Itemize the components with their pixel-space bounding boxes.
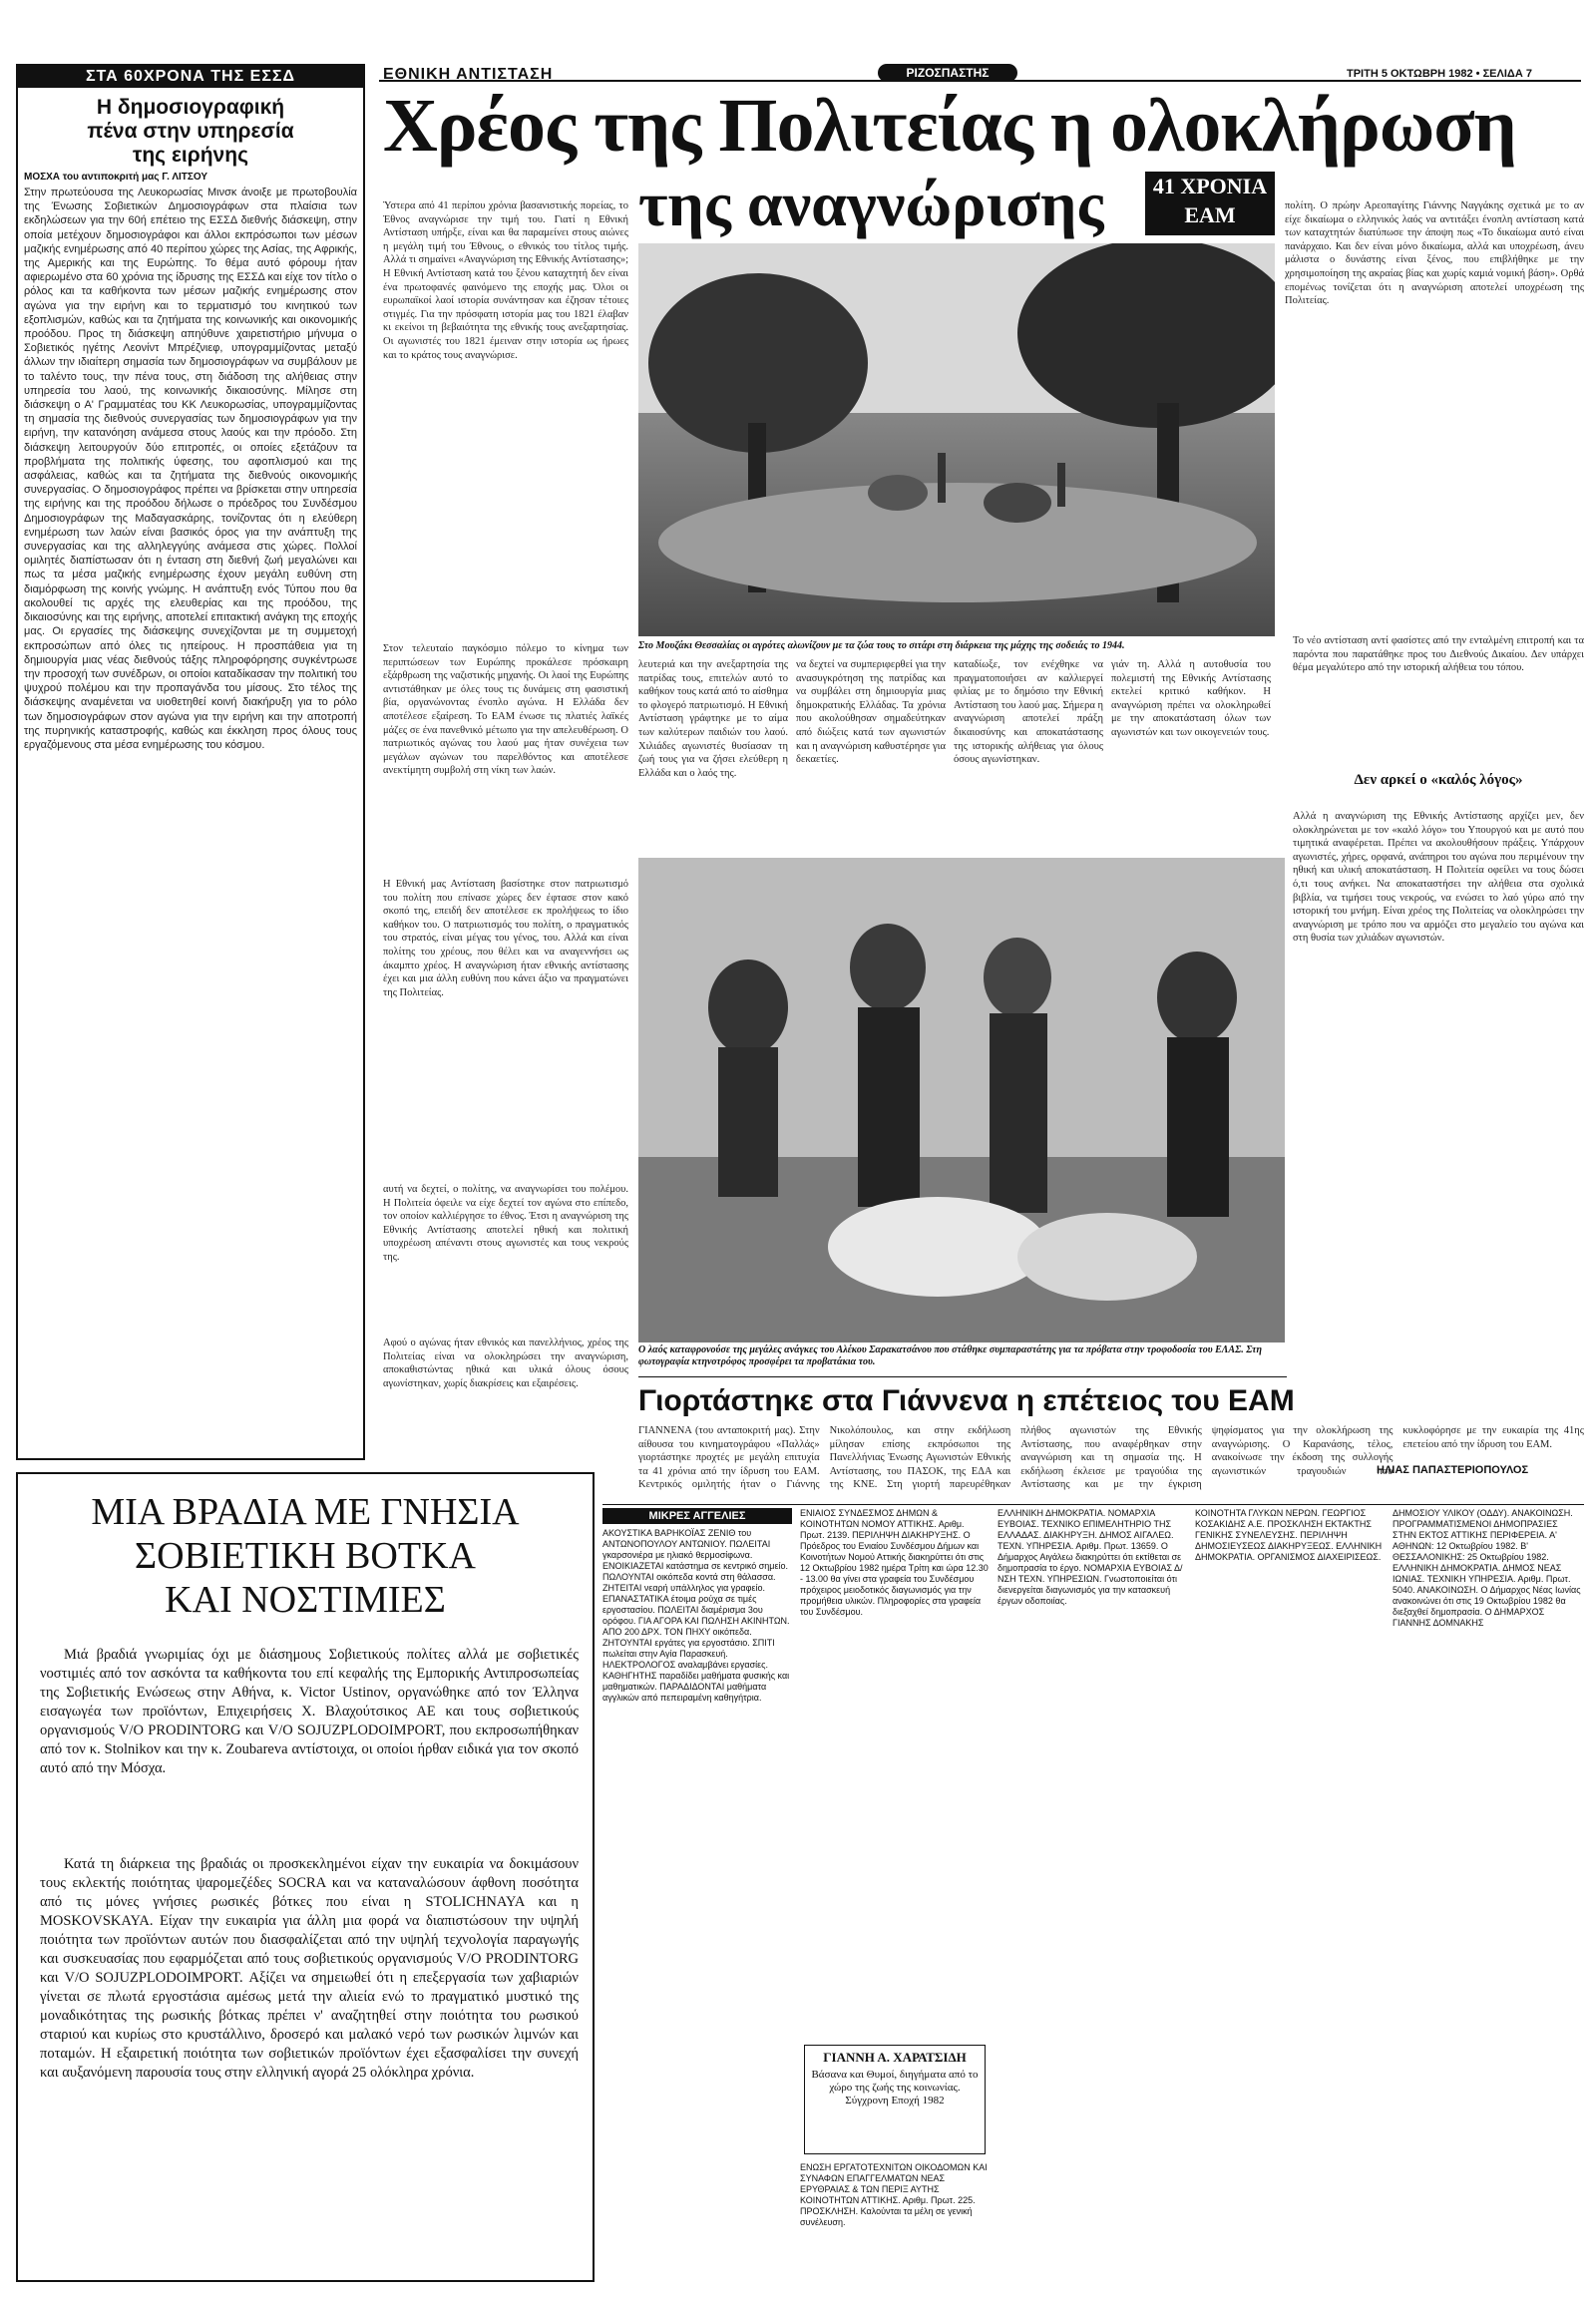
book-ad-text: Βάσανα και Θυμοί, διηγήματα από το χώρο της ζωής της κοινωνίας. Σύγχρονη Εποχή 1982 xyxy=(811,2069,979,2106)
left-headline-2: πένα στην υπηρεσία xyxy=(87,120,294,143)
harvest-photo xyxy=(638,243,1275,636)
vodka-ad-para2: Κατά τη διάρκεια της βραδιάς οι προσκεκλημένοι είχαν την ευκαιρία να δοκιμάσουν τους εκλεκτής ποιότητας ψαρομεζέδες SOCRA και να καταναλώσουν άφθονη ποσότητα από τις μόνες γνήσιες ρωσικές βότκες που είναι η STOLICHNAYA και η MOSKOVSKAYA. Είχαν την ευκαιρία για άλλη μια φορά να διαπιστώσουν την υψηλή ποιότητα των προϊόντων αυτών που διασφαλίζεται από την υψηλή τεχνολογία παραγωγής και συσκευασίας που εφαρμόζεται από τους σοβιετικούς οργανισμούς V/O PRODINTORG και V/O SOJUZPLODOIMPORT. Αξίζει να σημειωθεί ότι η επεξεργασία των χαβιαριών γίνεται σε πλωτά εργοστάσια αμέσως μετά την αλιεία ενώ το πραγματικό μυστικό της μοναδικότητας της ρωσικής βότκας πρέπει ν' αναζητηθεί στην ποιότητα του ρωσικού σταριού και κυρίως στο κρυστάλλινο, δροσερό και μαλακό νερό των ρωσικών λιμνών και ποταμών. Η εξαιρετική ποιότητα των σοβιετικών προϊόντων έχει εξασφαλίσει την συνεχή και αυξανόμενη παρουσία τους στην ελληνική αγορά 25 ολόκληρα χρόνια. xyxy=(40,1856,579,2081)
harvest-photo-drawing xyxy=(638,243,1275,636)
main-article-right-col: Το νέο αντίσταση αντί φασίστες από την ενταλμένη επιτροπή και τα παρόντα που παρατάθηκε προς του Διεθνούς Δικαίου. Δεν υπάρχει θέμα μεγαλύτερο από την ιστορική αλήθεια του τόπου. xyxy=(1293,635,1584,674)
shepherds-photo-caption: Ο λαός καταφρονούσε της μεγάλες ανάγκες του Αλέκου Σαρακατσάνου που στάθηκε συμπαραστάτης για τα πρόβατα στην τροφοδοσία του ΕΛΑΣ. Στη φωτογραφία κτηνοτρόφος προσφέρει τα προβατάκια του. xyxy=(638,1344,1262,1367)
ioannina-top-rule xyxy=(638,1376,1287,1377)
classifieds-col2-lower: ΕΝΩΣΗ ΕΡΓΑΤΟΤΕΧΝΙΤΩΝ ΟΙΚΟΔΟΜΩΝ ΚΑΙ ΣΥΝΑΦΩΝ ΕΠΑΓΓΕΛΜΑΤΩΝ ΝΕΑΣ ΕΡΥΘΡΑΙΑΣ & ΤΩΝ ΠΕΡΙΞ ΑΥΤΗΣ ΚΟΙΝΟΤΗΤΩΝ ΑΤΤΙΚΗΣ. Αριθμ. Πρωτ. 225. ΠΡΟΣΚΛΗΣΗ. Καλούνται τα μέλη σε γενική συνέλευση. xyxy=(800,2162,988,2227)
badge-line2: ΕΑΜ xyxy=(1184,202,1236,227)
main-article-below-left: Η Εθνική μας Αντίσταση βασίστηκε στον πατριωτισμό του πολίτη που επίνασε χώρες δεν έφτασε στον κακό σκοπό της, επειδή δεν αποτέλεσε εκ προλήψεως το ίδιο καθήκον του. Ο πατριωτισμός του πολίτη, ο πραγματικός του στρατός, είναι μέγας του γένος, του. Αλλά και είναι πολίτης του χρέους, που θέλει και να αναγεννήσει ως άκαμπτο χρέος. Η αναγνώριση ήταν εθνικής αντίστασης έχει και μια άλλη ευθύνη που κάνει άξιο να πραγματώνει της Πολιτείας. xyxy=(383,879,628,998)
main-article-below-right: Αφού ο αγώνας ήταν εθνικός και πανελλήνιος, χρέος της Πολιτείας είναι να ολοκληρώσει την αναγνώριση, αποκαθιστώντας ηθικά και υλικά όλους όσους αγωνίστηκαν, χωρίς διακρίσεις και εξαιρέσεις. xyxy=(383,1338,628,1389)
shepherds-photo xyxy=(638,858,1285,1342)
date-text: ΤΡΙΤΗ 5 ΟΚΤΩΒΡΗ 1982 xyxy=(1347,68,1473,80)
main-article-col4: να δεχτεί να συμπεριφερθεί για την ανασυγκρότηση της πατρίδας και να συμβάλει στη δημιουργία μιας δημοκρατικής Ελλάδας. Τα χρόνια που ακολούθησαν σημαδεύτηκαν από διώξεις κατά των αγωνιστών και η αναγνώριση καθυστέρησε για δεκαετίες. xyxy=(796,659,946,766)
left-headline xyxy=(18,96,363,168)
left-body: Στην πρωτεύουσα της Λευκορωσίας Μινσκ άνοιξε με πρωτοβουλία της Ένωσης Σοβιετικών Δημοσιογράφων στα πλαίσια των εκδηλώσεων για την 60ή επέτειο της ΕΣΣΔ διεθνής διάσκεψη, στην οποία μετέχουν δημοσιογράφοι και άλλοι εκπρόσωποι των μέσων μαζικής ενημέρωσης από 40 περίπου χώρες της Ασίας, της Αφρικής, της Αμερικής και της Ευρώπης. Το θέμα αυτό φόρουμ ήταν αφιερωμένο στα 60 χρόνια της ίδρυσης της ΕΣΣΔ και είχε τον τίτλο ο ρόλος και τα καθήκοντα των μέσων μαζικής ενημέρωσης στον αγώνα για την ειρήνη και το τερματισμό του κινητικού των εξοπλισμών, καθώς και τα ζητήματα της κοινωνικής και οικονομικής προόδου. Προς τη διάσκεψη απηύθυνε χαιρετιστήριο μήνυμα ο Σοβιετικός ηγέτης Λεονίντ Μπρέζνιεφ, υπογραμμίζοντας μεταξύ άλλων την ιδιαίτερη σημασία των δημοσιογράφων να συμβάλουν με το ταλέντο τους, την πένα τους, στη διάδοση της αλήθειας στην υπηρεσία του λαού, της κοινωνικής δικαιοσύνης. Μίλησε στη διάσκεψη ο Α' Γραμματέας του ΚΚ Λευκορωσίας, υπογραμμίζοντας τη σημασία της διεθνούς συνεργασίας των δημοσιογράφων για την ειρήνη, την κατανόηση ανάμεσα στους λαούς και την πρόοδο. Στη διάσκεψη λειτουργούν δύο επιτροπές, οι οποίες εξετάζουν τα προβλήματα της πολιτικής ύφεσης, του αφοπλισμού και της ασφάλειας, καθώς και τα ζητήματα της διεθνούς οικονομικής συνεργασίας. Ο δημοσιογράφος πρέπει να βρίσκεται στην υπηρεσία της ειρήνης και της προόδου δήλωσε ο πρόεδρος του Συνδέσμου Δημοσιογράφων της Μαδαγασκάρης, τονίζοντας ότι η ελεύθερη ενημέρωση των λαών είναι βασικός όρος για την ανάπτυξη της συνεργασίας και της αλληλεγγύης ανάμεσα στις χώρες. Πολλοί ομιλητές διαπίστωσαν ότι η ένταση στη διεθνή ζωή μεγαλώνει και πως τα μέσα μαζικής ενημέρωσης έχουν μεγάλη ευθύνη στη διαμόρφωση της κοινής γνώμης. Η ανάπτυξη ενός Τύπου που θα ακολουθεί τις αρχές της ελευθερίας και της προόδου, της δικαιοσύνης και της ειρήνης, αποτελεί επιτακτική ανάγκη της εποχής μας. Οι εργασίες της διάσκεψης συνεχίζονται με τη συμμετοχή εκπροσώπων από όλες τις ηπείρους. Η προσπάθεια για τη δημιουργία μιας νέας διεθνούς τάξης πληροφόρησης συγκέντρωσε την προσοχή των συνέδρων, οι οποίοι καταδίκασαν την πολιτική του ψυχρού πολέμου και την προπαγάνδα του μίσους. Στο τέλος της διάσκεψης αναμένεται να υιοθετηθεί κοινή διακήρυξη για το ρόλο των δημοσιογράφων στον αγώνα για την ειρήνη και την αποτροπή της πυρηνικής καταστροφής, καθώς και έκκληση προς όλους τους εργαζόμενους στα μέσα ενημέρωσης του κόσμου. xyxy=(24,187,357,751)
subhead-not-enough: Δεν αρκεί ο «καλός λόγος» xyxy=(1354,772,1523,788)
left-headline-3: της ειρήνης xyxy=(132,144,248,167)
classifieds-col3: ΕΛΛΗΝΙΚΗ ΔΗΜΟΚΡΑΤΙΑ. ΝΟΜΑΡΧΙΑ ΕΥΒΟΙΑΣ. ΤΕΧΝΙΚΟ ΕΠΙΜΕΛΗΤΗΡΙΟ ΤΗΣ ΕΛΛΑΔΑΣ. ΔΙΑΚΗΡΥΞΗ. ΔΗΜΟΣ ΑΙΓΑΛΕΩ. ΤΕΧΝ. ΥΠΗΡΕΣΙΑ. Αριθμ. Πρωτ. 13659. Ο Δήμαρχος Αιγάλεω διακηρύττει ότι εκτίθεται σε δημοπρασία το έργο. ΝΟΜΑΡΧΙΑ ΕΥΒΟΙΑΣ Δ/ΝΣΗ ΤΕΧΝ. ΥΠΗΡΕΣΙΩΝ. Γνωστοποιείται ότι διενεργείται διαγωνισμός για την κατασκευή έργων οδοποιίας. xyxy=(998,1508,1183,1606)
vodka-ad-headline xyxy=(18,1490,593,1622)
vodka-headline-3: ΚΑΙ ΝΟΣΤΙΜΙΕΣ xyxy=(165,1579,446,1621)
vodka-headline-1: ΜΙΑ ΒΡΑΔΙΑ ΜΕ ΓΝΗΣΙΑ xyxy=(91,1491,520,1533)
main-article-col1: Ύστερα από 41 περίπου χρόνια βασανιστικής πορείας, το Έθνος αναγνώρισε την τιμή του. Γιατί η Εθνική Αντίσταση υπήρξε, είναι και θα παραμείνει στους αιώνες η μεγάλη τιμή του Έθνους, ο εθνικός του τίτλος τιμής. Αλλά τι σημαίνει «Αναγνώριση της Εθνικής Αντίστασης»; Η Εθνική Αντίσταση κατά του ξένου καταχτητή δεν είναι ένα πρωτοφανές φαινόμενο της εποχής μας. Όλοι οι ευρωπαϊκοί λαοί ιστορία συνάντησαν και έζησαν τέτοιες στιγμές. Για την πρόσφατη ιστορία μας του 1821 έλαβαν κι εκείνοι τη βεβαιότητα της εθνικής τους ανεξαρτησίας. Οι αγωνιστές του 1821 έμειναν στην ιστορία ως ήρωες και το κράτος τους αναγνώρισε. xyxy=(383,200,628,361)
shepherds-photo-drawing xyxy=(638,858,1285,1342)
classifieds-col1: ΑΚΟΥΣΤΙΚΑ ΒΑΡΗΚΟΪΑΣ ΖΕΝΙΘ του ΑΝΤΩΝΟΠΟΥΛΟΥ ΑΝΤΩΝΙΟΥ. ΠΩΛΕΙΤΑΙ γκαρσονιέρα με ηλιακό θερμοσίφωνα. ΕΝΟΙΚΙΑΖΕΤΑΙ κατάστημα σε κεντρικό σημείο. ΠΩΛΟΥΝΤΑΙ οικόπεδα κοντά στη θάλασσα. ΖΗΤΕΙΤΑΙ νεαρή υπάλληλος για γραφείο. ΕΠΑΝΑΣΤΑΤΙΚΑ έτοιμα ρούχα σε τιμές εργοστασίου. ΠΩΛΕΙΤΑΙ διαμέρισμα 3ου ορόφου. ΓΙΑ ΑΓΟΡΑ ΚΑΙ ΠΩΛΗΣΗ ΑΚΙΝΗΤΩΝ. ΑΠΟ 200 ΔΡΧ. ΤΟΝ ΠΗΧΥ οικόπεδα. ΖΗΤΟΥΝΤΑΙ εργάτες για εργοστάσιο. ΣΠΙΤΙ πωλείται στην Αγία Παρασκευή. ΗΛΕΚΤΡΟΛΟΓΟΣ αναλαμβάνει εργασίες. ΚΑΘΗΓΗΤΗΣ παραδίδει μαθήματα φυσικής και μαθηματικών. ΠΑΡΑΔΙΔΟΝΤΑΙ μαθήματα αγγλικών από πεπειραμένη καθηγήτρια. xyxy=(602,1528,790,1703)
main-article-col6: γιάν τη. Αλλά η αυτοθυσία του πολεμιστή της Εθνικής Αντίστασης εκτελεί κριτικό καθήκον. Η αναγνώριση πρέπει να ολοκληρωθεί με την αποκατάσταση όλων των αγωνιστών και των οικογενειών τους. xyxy=(1111,659,1271,738)
masthead-date: ΤΡΙΤΗ 5 ΟΚΤΩΒΡΗ 1982 • ΣΕΛΙΔΑ 7 xyxy=(1347,68,1532,80)
masthead-logo xyxy=(878,64,1017,82)
article-author: ΗΛΙΑΣ ΠΑΠΑΣΤΕΡΙΟΠΟΥΛΟΣ xyxy=(1377,1464,1529,1476)
classifieds-header xyxy=(602,1508,792,1524)
ioannina-text: ΓΙΑΝΝΕΝΑ (του ανταποκριτή μας). Στην αίθουσα του κινηματογράφου «Παλλάς» γιορτάστηκε προχτές με μεγάλη επιτυχία τα 41 χρόνια από την ίδρυση του ΕΑΜ. Κεντρικός ομιλητής ήταν ο Γιάννης Νικολόπουλος, και στην εκδήλωση μίλησαν επίσης εκπρόσωποι της Πανελλήνιας Ένωσης Αγωνιστών Εθνικής Αντίστασης, του ΠΑΣΟΚ, της ΕΔΑ και της ΚΝΕ. Στη γιορτή παρευρέθηκαν πλήθος αγωνιστών της Εθνικής Αντίστασης, που αναφέρθηκαν στην αναγνώριση και τη σημασία της. Η εκδήλωση έκλεισε με τραγούδια της Αντίστασης και με την έγκριση ψηφίσματος για την ολοκλήρωση της αναγνώρισης. Ο Καρανάσης, τέλος, ανακοίνωσε την έκδοση της συλλογής αγωνιστικών τραγουδιών που κυκλοφόρησε με την ευκαιρία της 41ης επετείου από την ίδρυση του ΕΑΜ. xyxy=(638,1425,1584,1491)
left-headline-1: Η δημοσιογραφική xyxy=(96,96,285,119)
left-banner-text: ΣΤΑ 60ΧΡΟΝΑ ΤΗΣ ΕΣΣΔ xyxy=(85,68,296,85)
harvest-photo-caption: Στο Μουζάκι Θεσσαλίας οι αγρότες αλωνίζουν με τα ζώα τους το σιτάρι στη διάρκεια της μάχης της σοδειάς το 1944. xyxy=(638,640,1125,651)
vodka-ad-para1: Μιά βραδιά γνωριμίας όχι με διάσημους Σοβιετικούς πολίτες αλλά με σοβιετικές νοστιμιές από τον ασκόντα τα καθήκοντα του επί κεφαλής της Εμπορικής Αντιπροσωπείας της Σοβιετικής Ενώσεως στην Αθήνα, κ. Victor Ustinov, οργανώθηκε από τον Έλληνα εισαγωγέα των προϊόντων, Επιχειρήσεις Χ. Βλαχούτσικος ΑΕ και τους σοβιετικούς οργανισμούς V/O PRODINTORG και V/O SOJUZPLODOIMPORT, που εκπροσωπήθηκαν από τον κ. Stolnikov και την κ. Zoubareva αντίστοιχα, οι οποίοι ήρθαν ειδικά για τον σκοπό αυτό από την Μόσχα. xyxy=(40,1647,579,1776)
classifieds-col5: ΔΗΜΟΣΙΟΥ ΥΛΙΚΟΥ (ΟΔΔΥ). ΑΝΑΚΟΙΝΩΣΗ. ΠΡΟΓΡΑΜΜΑΤΙΣΜΕΝΟΙ ΔΗΜΟΠΡΑΣΙΕΣ ΣΤΗΝ ΕΚΤΟΣ ΑΤΤΙΚΗΣ ΠΕΡΙΦΕΡΕΙΑ. Α' ΑΘΗΝΩΝ: 12 Οκτωβρίου 1982. Β' ΘΕΣΣΑΛΟΝΙΚΗΣ: 25 Οκτωβρίου 1982. ΕΛΛΗΝΙΚΗ ΔΗΜΟΚΡΑΤΙΑ. ΔΗΜΟΣ ΝΕΑΣ ΙΩΝΙΑΣ. ΤΕΧΝΙΚΗ ΥΠΗΡΕΣΙΑ. Αριθμ. Πρωτ. 5040. ΑΝΑΚΟΙΝΩΣΗ. Ο Δήμαρχος Νέας Ιωνίας ανακοινώνει ότι στις 19 Οκτωβρίου 1982 θα διεξαχθεί δημοπρασία. Ο ΔΗΜΑΡΧΟΣ ΓΙΑΝΝΗΣ ΔΟΜΝΑΚΗΣ xyxy=(1393,1508,1581,1628)
classifieds-header-text: ΜΙΚΡΕΣ ΑΓΓΕΛΙΕΣ xyxy=(648,1510,746,1522)
left-banner xyxy=(18,66,363,88)
vodka-headline-2: ΣΟΒΙΕΤΙΚΗ ΒΟΤΚΑ xyxy=(135,1535,476,1577)
main-article-col7: πολίτη. Ο πρώην Αρεοπαγίτης Γιάννης Ναγγάκης σχετικά με το αν είχε δικαίωμα ο ελληνικός λαός να αντιτάξει ένοπλη αντίσταση κατά των καταχτητών διατύπωσε την άποψη πως «Το δικαίωμα αυτό είναι πανάρχαιο. Και δεν είναι μόνο δικαίωμα, αλλά και υποχρέωση, άνευ μάλιστα ο δυνάστης είναι ξένος, που επιβλήθηκε με την χρησιμοποίηση της ακραίας βίας και χωρίς καμιά νομική βάση». Ορθά επομένως τονίζεται ότι η αναγνώριση αποτελεί υποχρέωση της Πολιτείας. xyxy=(1285,200,1584,307)
logo-text: ΡΙΖΟΣΠΑΣΤΗΣ xyxy=(906,66,990,80)
masthead-left-label: ΕΘΝΙΚΗ ΑΝΤΙΣΤΑΣΗ xyxy=(383,66,554,83)
book-ad-box xyxy=(804,2045,986,2154)
main-headline-line2: της αναγνώρισης xyxy=(638,169,1104,239)
left-byline: ΜΟΣΧΑ του αντιποκριτή μας Γ. ΛΙΤΣΟΥ xyxy=(24,172,208,183)
anniversary-badge xyxy=(1145,172,1275,235)
classifieds-col4: ΚΟΙΝΟΤΗΤΑ ΓΛΥΚΩΝ ΝΕΡΩΝ. ΓΕΩΡΓΙΟΣ ΚΟΣΑΚΙΔΗΣ Α.Ε. ΠΡΟΣΚΛΗΣΗ ΕΚΤΑΚΤΗΣ ΓΕΝΙΚΗΣ ΣΥΝΕΛΕΥΣΗΣ. ΠΕΡΙΛΗΨΗ ΔΗΜΟΣΙΕΥΣΕΩΣ ΔΙΑΚΗΡΥΞΕΩΣ. ΕΛΛΗΝΙΚΗ ΔΗΜΟΚΡΑΤΙΑ. ΟΡΓΑΝΙΣΜΟΣ ΔΙΑΧΕΙΡΙΣΕΩΣ. xyxy=(1195,1508,1383,1562)
book-ad-title: ΓΙΑΝΝΗ Α. ΧΑΡΑΤΣΙΔΗ xyxy=(823,2050,967,2065)
main-article-right-col2: Αλλά η αναγνώριση της Εθνικής Αντίστασης αρχίζει μεν, δεν ολοκληρώνεται με τον «καλό λόγο» του Υπουργού και με αυτό που τιμητικά αναφέρεται. Πρέπει να ακολουθήσουν πράξεις. Υπάρχουν αγωνιστές, χήρες, ορφανά, ανάπηροι του αγώνα που περιμένουν την ηθική και υλική αποκατάσταση. Η Πολιτεία οφείλει να τους δώσει ό,τι τους ανήκει. Να αποκαταστήσει την αλήθεια στα σχολικά βιβλία, να τιμήσει τους νεκρούς, να ενώσει το λαό γύρω από την ιστορική του μνήμη. Είναι χρέος της Πολιτείας να ολοκληρώσει την αναγνώριση με τρόπο που να αρμόζει στο μεγαλείο του αγώνα και στη θυσία των χιλιάδων αγωνιστών. xyxy=(1293,811,1584,945)
page-number: ΣΕΛΙΔΑ 7 xyxy=(1482,68,1532,80)
classifieds-col2: ΕΝΙΑΙΟΣ ΣΥΝΔΕΣΜΟΣ ΔΗΜΩΝ & ΚΟΙΝΟΤΗΤΩΝ ΝΟΜΟΥ ΑΤΤΙΚΗΣ. Αριθμ. Πρωτ. 2139. ΠΕΡΙΛΗΨΗ ΔΙΑΚΗΡΥΞΗΣ. Ο Πρόεδρος του Ενιαίου Συνδέσμου Δήμων και Κοινοτήτων Νομού Αττικής διακηρύττει ότι στις 12 Οκτωβρίου 1982 ημέρα Τρίτη και ώρα 12.30 - 13.00 θα γίνει στα γραφεία του Συνδέσμου πρόχειρος μειοδοτικός διαγωνισμός για την προμήθεια υλικών. Πληροφορίες στα γραφεία του Συνδέσμου. xyxy=(800,1508,989,1617)
main-article-col2: Στον τελευταίο παγκόσμιο πόλεμο το κίνημα των περιπτώσεων των Ευρώπης προκάλεσε πρόσκαιρη εξάρθρωση της ναζιστικής μηχανής. Οι λαοί της Ευρώπης αντιστάθηκαν με όλες τους τις δυνάμεις στη φασιστική βία, οργανώνοντας ένοπλο αγώνα. Η Ελλάδα δεν αποτέλεσε εξαίρεση. Το ΕΑΜ ένωσε τις πλατιές λαϊκές μάζες σε ένα πανεθνικό μέτωπο για την απελευθέρωση. Ο πατριωτικός αγώνας του λαού μας ήταν συνέχεια των μεγάλων αγώνων του παρελθόντος και αποτέλεσε ανεκτίμητη συμβολή στη νίκη των λαών. xyxy=(383,643,628,777)
main-article-col3: λευτεριά και την ανεξαρτησία της πατρίδας τους, επιτελών αυτό το καθήκον τους κατά από το αίσθημα το φλογερό πατριωτισμό. Η Εθνική Αντίσταση γράφτηκε με το αίμα των καλύτερων παιδιών του λαού. Χιλιάδες αγωνιστές θυσίασαν τη ζωή τους για να ζήσει ελεύθερη η Ελλάδα και ο λαός της. xyxy=(638,659,788,779)
main-article-col5: καταδίωξε, τον ενέχθηκε να πραγματοποιήσει αν καλλιεργεί φιλίας με το δημόσιο την Εθνική Αντίσταση του λαού μας. Σήμερα η αναγνώριση αποτελεί πράξη δικαιοσύνης και αποκατάστασης της ιστορικής αλήθειας για όλους όσους αγωνίστηκαν. xyxy=(954,659,1103,766)
badge-line1: 41 ΧΡΟΝΙΑ xyxy=(1152,174,1268,198)
main-article-below-mid: αυτή να δεχτεί, ο πολίτης, να αναγνωρίσει του πολέμου. Η Πολιτεία όφειλε να είχε δεχτεί τον αγώνα στο επίπεδο, τον οποίον καλλιέργησε το έθνος. Έτσι η αναγνώριση της Εθνικής Αντίστασης αποτελεί ηθική και πολιτική υποχρέωση απέναντι στους αγωνιστές και τους νεκρούς της. xyxy=(383,1184,628,1263)
classifieds-top-rule xyxy=(602,1504,1584,1505)
main-headline-line1: Χρέος της Πολιτείας η ολοκλήρωση xyxy=(383,84,1516,168)
ioannina-headline: Γιορτάστηκε στα Γιάννενα η επέτειος του ΕΑΜ xyxy=(638,1384,1295,1417)
